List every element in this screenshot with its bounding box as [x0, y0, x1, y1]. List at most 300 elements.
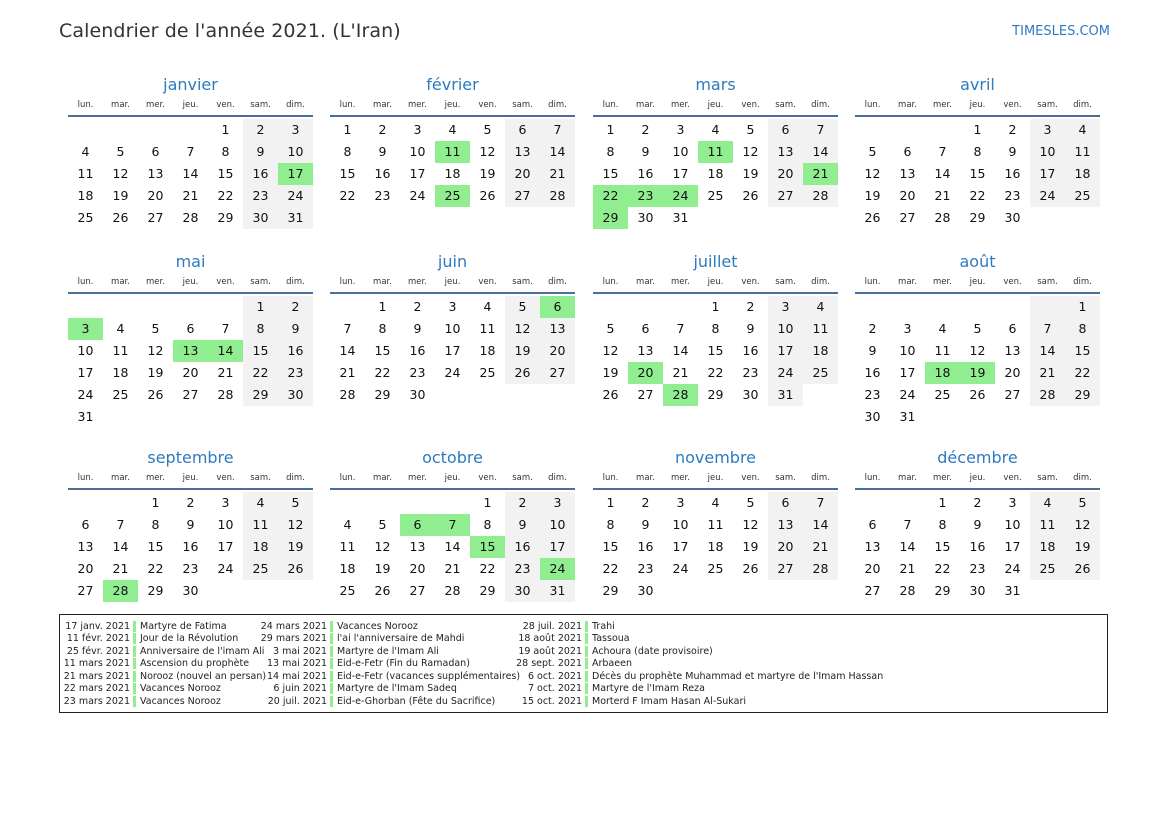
- weekday-label: dim.: [286, 100, 305, 110]
- day-cell: 10: [278, 141, 313, 163]
- legend-holiday-name: Martyre de l'Imam Sadeq: [337, 683, 457, 695]
- weekday-header: [855, 471, 1100, 490]
- day-cell: 11: [934, 343, 951, 358]
- day-cell: 21: [540, 163, 575, 185]
- empty-cell: [1065, 207, 1100, 229]
- day-cell: 15: [707, 343, 724, 358]
- day-cell: 11: [479, 321, 496, 336]
- day-cell: 12: [278, 514, 313, 536]
- day-cell: 1: [483, 495, 492, 510]
- day-cell: 18: [1065, 163, 1100, 185]
- day-cell: 16: [637, 539, 654, 554]
- weekday-label: sam.: [1037, 100, 1058, 110]
- legend-holiday-name: Trahi: [592, 620, 615, 632]
- day-cell: 5: [505, 296, 540, 318]
- day-cell: 17: [540, 536, 575, 558]
- empty-cell: [330, 492, 365, 514]
- day-cell: 31: [278, 207, 313, 229]
- holiday-marker: [330, 671, 333, 682]
- day-cell: 26: [147, 387, 164, 402]
- empty-cell: [138, 119, 173, 141]
- day-cell: 23: [374, 188, 391, 203]
- day-cell: 27: [768, 558, 803, 580]
- day-cell: 2: [186, 495, 195, 510]
- day-cell: 26: [742, 188, 759, 203]
- day-cell: 13: [147, 166, 164, 181]
- day-cell: 20: [768, 536, 803, 558]
- empty-cell: [505, 384, 540, 406]
- empty-cell: [1030, 207, 1065, 229]
- legend-entry: [60, 645, 266, 658]
- day-cell: 20: [768, 163, 803, 185]
- holiday-marker: [133, 621, 136, 632]
- day-cell: 3: [278, 119, 313, 141]
- weekday-label: mer.: [408, 277, 427, 287]
- month-name: juin: [437, 252, 468, 271]
- day-cell: 23: [1004, 188, 1021, 203]
- empty-cell: [1030, 406, 1065, 428]
- weekday-label: dim.: [811, 277, 830, 287]
- holiday-marker: [133, 696, 136, 707]
- day-cell: 27: [77, 583, 94, 598]
- day-cell: 11: [112, 343, 129, 358]
- day-cell: 13: [77, 539, 94, 554]
- month-2: [593, 74, 838, 229]
- day-cell: 16: [374, 166, 391, 181]
- day-cell: 10: [672, 517, 689, 532]
- weekday-label: sam.: [775, 100, 796, 110]
- day-cell: 3: [413, 122, 422, 137]
- day-cell: 19: [960, 362, 995, 384]
- weekday-label: mar.: [373, 473, 392, 483]
- day-cell: 30: [637, 210, 654, 225]
- holiday-marker: [330, 683, 333, 694]
- day-cell: 7: [803, 119, 838, 141]
- day-cell: 31: [899, 409, 916, 424]
- weekday-label: jeu.: [969, 277, 986, 287]
- day-cell: 2: [641, 495, 650, 510]
- day-cell: 22: [707, 365, 724, 380]
- day-cell: 14: [899, 539, 916, 554]
- weekday-label: sam.: [250, 100, 271, 110]
- month-6: [593, 251, 838, 406]
- day-cell: 23: [637, 561, 654, 576]
- legend-entry: [257, 695, 520, 708]
- day-cell: 1: [606, 122, 615, 137]
- day-cell: 20: [77, 561, 94, 576]
- weekday-header: [68, 98, 313, 117]
- legend-date: 13 mai 2021: [266, 658, 327, 670]
- legend-entry: [512, 683, 883, 696]
- day-cell: 15: [217, 166, 234, 181]
- day-cell: 7: [540, 119, 575, 141]
- day-cell: 23: [505, 558, 540, 580]
- day-cell: 26: [505, 362, 540, 384]
- weekday-label: lun.: [602, 100, 619, 110]
- day-cell: 25: [339, 583, 356, 598]
- day-cell: 16: [243, 163, 278, 185]
- weekday-label: lun.: [77, 277, 94, 287]
- weekday-label: ven.: [478, 473, 497, 483]
- day-grid: [330, 117, 575, 207]
- day-cell: 28: [444, 583, 461, 598]
- day-cell: 11: [339, 539, 356, 554]
- day-cell: 29: [593, 207, 628, 229]
- day-cell: 22: [339, 188, 356, 203]
- month-name: juillet: [693, 252, 738, 271]
- day-cell: 6: [505, 119, 540, 141]
- day-cell: 18: [444, 166, 461, 181]
- day-cell: 10: [540, 514, 575, 536]
- legend-entry: [512, 670, 883, 683]
- day-cell: 4: [1030, 492, 1065, 514]
- day-cell: 21: [803, 163, 838, 185]
- day-cell: 29: [479, 583, 496, 598]
- day-cell: 9: [746, 321, 755, 336]
- day-cell: 9: [505, 514, 540, 536]
- legend-entry: [512, 633, 883, 646]
- legend-entry: [512, 620, 883, 633]
- weekday-label: mar.: [636, 277, 655, 287]
- legend-holiday-name: Norooz (nouvel an persan): [140, 670, 267, 682]
- day-cell: 3: [448, 299, 457, 314]
- weekday-label: jeu.: [707, 277, 724, 287]
- weekday-header: [593, 471, 838, 490]
- day-cell: 4: [803, 296, 838, 318]
- day-cell: 19: [505, 340, 540, 362]
- empty-cell: [663, 580, 698, 602]
- day-grid: [68, 294, 313, 428]
- weekday-label: jeu.: [444, 100, 461, 110]
- empty-cell: [103, 406, 138, 428]
- day-cell: 1: [151, 495, 160, 510]
- day-cell: 1: [711, 299, 720, 314]
- day-cell: 30: [969, 583, 986, 598]
- day-cell: 19: [112, 188, 129, 203]
- day-grid: [68, 117, 313, 229]
- weekday-label: lun.: [339, 473, 356, 483]
- day-cell: 20: [540, 340, 575, 362]
- day-cell: 24: [217, 561, 234, 576]
- day-cell: 3: [221, 495, 230, 510]
- legend-date: 23 mars 2021: [63, 695, 130, 707]
- day-cell: 11: [1065, 141, 1100, 163]
- empty-cell: [103, 119, 138, 141]
- empty-cell: [138, 296, 173, 318]
- day-cell: 8: [343, 144, 352, 159]
- weekday-label: sam.: [512, 473, 533, 483]
- day-cell: 5: [116, 144, 125, 159]
- legend-holiday-name: Martyre de l'Imam Reza: [592, 683, 705, 695]
- day-cell: 24: [540, 558, 575, 580]
- day-cell: 23: [864, 387, 881, 402]
- day-cell: 15: [147, 539, 164, 554]
- day-cell: 17: [672, 539, 689, 554]
- weekday-label: ven.: [216, 473, 235, 483]
- day-cell: 8: [221, 144, 230, 159]
- day-cell: 9: [641, 144, 650, 159]
- legend-entry: [512, 658, 883, 671]
- day-cell: 22: [969, 188, 986, 203]
- day-cell: 20: [864, 561, 881, 576]
- weekday-label: ven.: [216, 100, 235, 110]
- day-cell: 16: [409, 343, 426, 358]
- empty-cell: [663, 296, 698, 318]
- day-cell: 22: [479, 561, 496, 576]
- day-cell: 17: [409, 166, 426, 181]
- day-cell: 5: [378, 517, 387, 532]
- legend-holiday-name: Morterd F Imam Hasan Al-Sukari: [592, 695, 747, 707]
- weekday-label: mar.: [111, 473, 130, 483]
- holiday-legend: [59, 614, 1108, 713]
- day-cell: 4: [711, 122, 720, 137]
- legend-holiday-name: Ascension du prophète: [140, 658, 250, 670]
- day-cell: 29: [243, 384, 278, 406]
- day-cell: 28: [540, 185, 575, 207]
- day-cell: 25: [1065, 185, 1100, 207]
- day-cell: 18: [243, 536, 278, 558]
- site-link[interactable]: TIMESLES.COM: [1012, 24, 1110, 39]
- day-cell: 28: [934, 210, 951, 225]
- holiday-marker: [133, 646, 136, 657]
- day-cell: 19: [1065, 536, 1100, 558]
- day-cell: 27: [1004, 387, 1021, 402]
- day-cell: 13: [637, 343, 654, 358]
- legend-entry: [257, 658, 520, 671]
- day-cell: 6: [768, 492, 803, 514]
- weekday-header: [68, 471, 313, 490]
- day-cell: 27: [768, 185, 803, 207]
- weekday-label: lun.: [77, 100, 94, 110]
- legend-holiday-name: Eid-e-Fetr (vacances supplémentaires): [337, 670, 521, 682]
- day-cell: 30: [409, 387, 426, 402]
- weekday-label: dim.: [548, 277, 567, 287]
- weekday-label: jeu.: [707, 100, 724, 110]
- day-cell: 18: [707, 166, 724, 181]
- holiday-marker: [585, 658, 588, 669]
- day-cell: 29: [147, 583, 164, 598]
- month-name: août: [959, 252, 996, 271]
- day-cell: 16: [969, 539, 986, 554]
- empty-cell: [243, 580, 278, 602]
- day-cell: 1: [1065, 296, 1100, 318]
- empty-cell: [855, 119, 890, 141]
- day-cell: 9: [973, 517, 982, 532]
- day-cell: 13: [768, 514, 803, 536]
- holiday-marker: [330, 646, 333, 657]
- day-cell: 18: [339, 561, 356, 576]
- legend-entry: [257, 633, 520, 646]
- legend-entry: [60, 670, 266, 683]
- day-cell: 13: [409, 539, 426, 554]
- day-cell: 21: [934, 188, 951, 203]
- weekday-label: dim.: [286, 473, 305, 483]
- day-cell: 17: [1004, 539, 1021, 554]
- day-cell: 2: [746, 299, 755, 314]
- day-cell: 23: [182, 561, 199, 576]
- day-cell: 15: [602, 166, 619, 181]
- empty-cell: [540, 384, 575, 406]
- weekday-header: [330, 98, 575, 117]
- day-cell: 18: [925, 362, 960, 384]
- weekday-label: sam.: [1037, 277, 1058, 287]
- month-0: [68, 74, 313, 229]
- weekday-label: mer.: [933, 100, 952, 110]
- empty-cell: [330, 296, 365, 318]
- empty-cell: [995, 406, 1030, 428]
- legend-date: 18 août 2021: [518, 633, 582, 645]
- day-cell: 26: [374, 583, 391, 598]
- weekday-label: jeu.: [182, 100, 199, 110]
- weekday-label: sam.: [775, 473, 796, 483]
- day-cell: 20: [147, 188, 164, 203]
- day-cell: 27: [637, 387, 654, 402]
- empty-cell: [365, 492, 400, 514]
- day-cell: 4: [116, 321, 125, 336]
- day-cell: 8: [151, 517, 160, 532]
- empty-cell: [173, 119, 208, 141]
- legend-holiday-name: Martyre de l'Imam Ali: [337, 645, 439, 657]
- day-cell: 3: [768, 296, 803, 318]
- day-cell: 12: [147, 343, 164, 358]
- day-cell: 6: [81, 517, 90, 532]
- day-cell: 14: [444, 539, 461, 554]
- day-cell: 24: [768, 362, 803, 384]
- empty-cell: [803, 580, 838, 602]
- day-cell: 27: [505, 185, 540, 207]
- day-cell: 19: [147, 365, 164, 380]
- legend-date: 28 sept. 2021: [516, 658, 582, 670]
- day-cell: 21: [672, 365, 689, 380]
- day-cell: 3: [68, 318, 103, 340]
- day-cell: 19: [479, 166, 496, 181]
- weekday-label: ven.: [1003, 473, 1022, 483]
- day-cell: 10: [1004, 517, 1021, 532]
- legend-holiday-name: Vacances Norooz: [140, 695, 221, 707]
- day-cell: 6: [768, 119, 803, 141]
- day-cell: 1: [606, 495, 615, 510]
- day-cell: 10: [672, 144, 689, 159]
- weekday-label: dim.: [811, 100, 830, 110]
- day-cell: 11: [243, 514, 278, 536]
- day-cell: 7: [435, 514, 470, 536]
- day-cell: 2: [505, 492, 540, 514]
- day-cell: 10: [768, 318, 803, 340]
- day-cell: 22: [243, 362, 278, 384]
- day-cell: 4: [81, 144, 90, 159]
- empty-cell: [103, 296, 138, 318]
- empty-cell: [208, 406, 243, 428]
- weekday-label: mer.: [933, 473, 952, 483]
- day-cell: 22: [147, 561, 164, 576]
- empty-cell: [698, 207, 733, 229]
- day-cell: 21: [899, 561, 916, 576]
- day-cell: 12: [602, 343, 619, 358]
- legend-holiday-name: Vacances Norooz: [337, 620, 418, 632]
- day-cell: 11: [707, 517, 724, 532]
- day-cell: 28: [217, 387, 234, 402]
- weekday-header: [593, 275, 838, 294]
- weekday-header: [68, 275, 313, 294]
- holiday-marker: [585, 683, 588, 694]
- weekday-label: jeu.: [969, 473, 986, 483]
- day-cell: 25: [435, 185, 470, 207]
- day-cell: 14: [540, 141, 575, 163]
- weekday-label: ven.: [478, 277, 497, 287]
- day-cell: 28: [803, 558, 838, 580]
- weekday-header: [330, 471, 575, 490]
- empty-cell: [768, 580, 803, 602]
- day-cell: 1: [378, 299, 387, 314]
- weekday-label: mar.: [636, 473, 655, 483]
- empty-cell: [925, 296, 960, 318]
- day-cell: 27: [147, 210, 164, 225]
- empty-cell: [890, 119, 925, 141]
- empty-cell: [768, 207, 803, 229]
- day-cell: 16: [182, 539, 199, 554]
- empty-cell: [995, 296, 1030, 318]
- day-cell: 10: [77, 343, 94, 358]
- day-cell: 22: [593, 185, 628, 207]
- legend-date: 6 oct. 2021: [527, 670, 582, 682]
- weekday-label: sam.: [250, 473, 271, 483]
- day-cell: 2: [413, 299, 422, 314]
- day-cell: 26: [602, 387, 619, 402]
- empty-cell: [733, 207, 768, 229]
- day-cell: 5: [868, 144, 877, 159]
- day-cell: 3: [676, 122, 685, 137]
- day-cell: 28: [182, 210, 199, 225]
- weekday-label: ven.: [1003, 100, 1022, 110]
- day-cell: 29: [969, 210, 986, 225]
- day-cell: 16: [505, 536, 540, 558]
- day-cell: 19: [278, 536, 313, 558]
- day-cell: 13: [173, 340, 208, 362]
- month-name: janvier: [163, 75, 218, 94]
- day-cell: 31: [1004, 583, 1021, 598]
- day-cell: 29: [934, 583, 951, 598]
- day-cell: 14: [208, 340, 243, 362]
- day-cell: 5: [606, 321, 615, 336]
- day-cell: 7: [938, 144, 947, 159]
- empty-cell: [103, 492, 138, 514]
- month-name: mai: [175, 252, 206, 271]
- day-cell: 6: [641, 321, 650, 336]
- legend-date: 17 janv. 2021: [65, 620, 130, 632]
- day-cell: 25: [707, 188, 724, 203]
- empty-cell: [1065, 580, 1100, 602]
- empty-cell: [960, 406, 995, 428]
- weekday-label: dim.: [1073, 100, 1092, 110]
- day-cell: 9: [641, 517, 650, 532]
- day-cell: 26: [1065, 558, 1100, 580]
- day-cell: 25: [77, 210, 94, 225]
- day-cell: 8: [1065, 318, 1100, 340]
- day-cell: 20: [409, 561, 426, 576]
- legend-entry: [257, 620, 520, 633]
- day-cell: 2: [1008, 122, 1017, 137]
- day-cell: 5: [151, 321, 160, 336]
- day-cell: 10: [217, 517, 234, 532]
- day-cell: 23: [243, 185, 278, 207]
- holiday-marker: [330, 621, 333, 632]
- month-name: novembre: [674, 448, 757, 467]
- day-cell: 29: [707, 387, 724, 402]
- day-cell: 2: [868, 321, 877, 336]
- day-cell: 4: [448, 122, 457, 137]
- day-cell: 17: [899, 365, 916, 380]
- day-cell: 31: [672, 210, 689, 225]
